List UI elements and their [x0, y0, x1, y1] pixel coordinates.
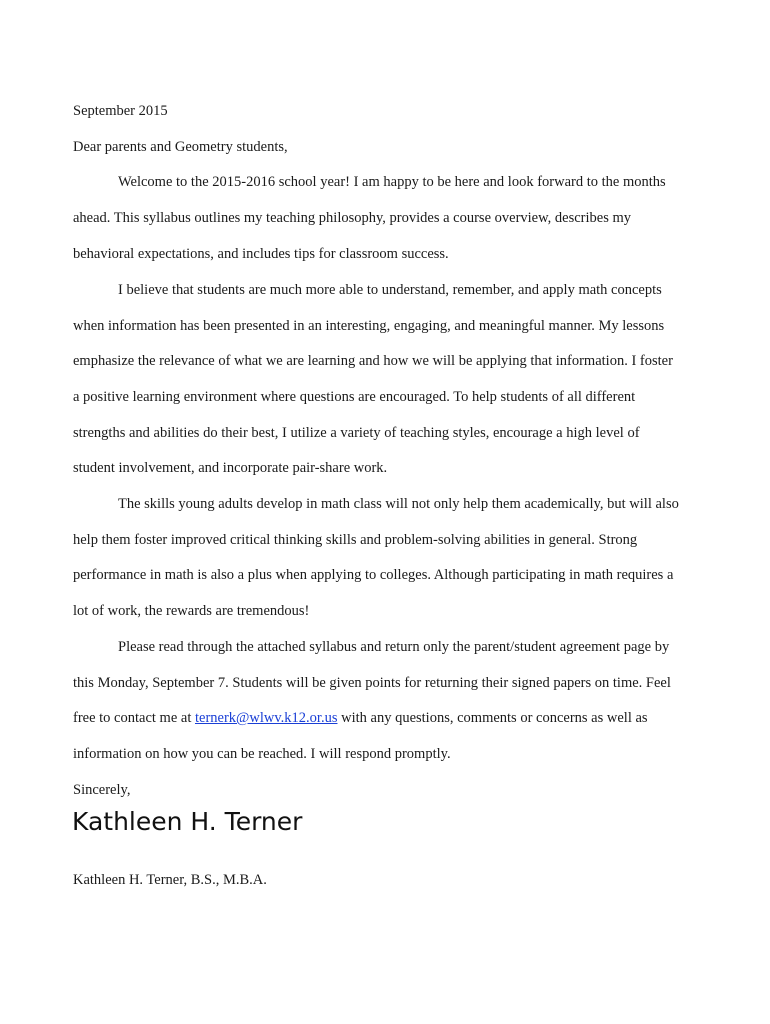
- contact-text-before: free to contact me at: [73, 710, 195, 726]
- paragraph-2-line-6: student involvement, and incorporate pair-share work.: [73, 460, 388, 476]
- signoff-name: Kathleen H. Terner, B.S., M.B.A.: [73, 872, 267, 888]
- letter-date: September 2015: [73, 103, 168, 119]
- paragraph-1-line-2: ahead. This syllabus outlines my teaching philosophy, provides a course overview, describes my: [73, 210, 631, 226]
- paragraph-2-line-3: emphasize the relevance of what we are learning and how we will be applying that information. I foster: [73, 353, 673, 369]
- email-link[interactable]: ternerk@wlwv.k12.or.us: [194, 710, 338, 726]
- paragraph-3-line-4: lot of work, the rewards are tremendous!: [73, 603, 310, 619]
- paragraph-4-line-3: [73, 709, 648, 727]
- paragraph-2-line-4: a positive learning environment where questions are encouraged. To help students of all different: [73, 389, 636, 405]
- signature: Kathleen H. Terner: [72, 807, 303, 836]
- paragraph-1-line-1: Welcome to the 2015-2016 school year! I am happy to be here and look forward to the months: [118, 174, 666, 190]
- salutation: Dear parents and Geometry students,: [73, 139, 288, 155]
- paragraph-4-line-2: this Monday, September 7. Students will be given points for returning their signed papers on time. Feel: [73, 675, 671, 691]
- paragraph-3-line-2: help them foster improved critical thinking skills and problem-solving abilities in general. Strong: [73, 532, 638, 548]
- paragraph-1-line-3: behavioral expectations, and includes tips for classroom success.: [73, 246, 449, 262]
- paragraph-3-line-1: The skills young adults develop in math class will not only help them academically, but will also: [118, 496, 679, 512]
- paragraph-2-line-1: I believe that students are much more able to understand, remember, and apply math concepts: [118, 282, 662, 298]
- paragraph-3-line-3: performance in math is also a plus when applying to colleges. Although participating in math requires a: [73, 567, 674, 583]
- paragraph-4-line-1: Please read through the attached syllabus and return only the parent/student agreement page by: [118, 639, 670, 655]
- paragraph-2-line-2: when information has been presented in an interesting, engaging, and meaningful manner. My lessons: [73, 318, 665, 334]
- closing: Sincerely,: [73, 782, 131, 798]
- contact-text-after: with any questions, comments or concerns as well as: [337, 710, 648, 726]
- paragraph-4-line-4: information on how you can be reached. I will respond promptly.: [73, 746, 451, 762]
- paragraph-2-line-5: strengths and abilities do their best, I utilize a variety of teaching styles, encourage a high level of: [73, 425, 640, 441]
